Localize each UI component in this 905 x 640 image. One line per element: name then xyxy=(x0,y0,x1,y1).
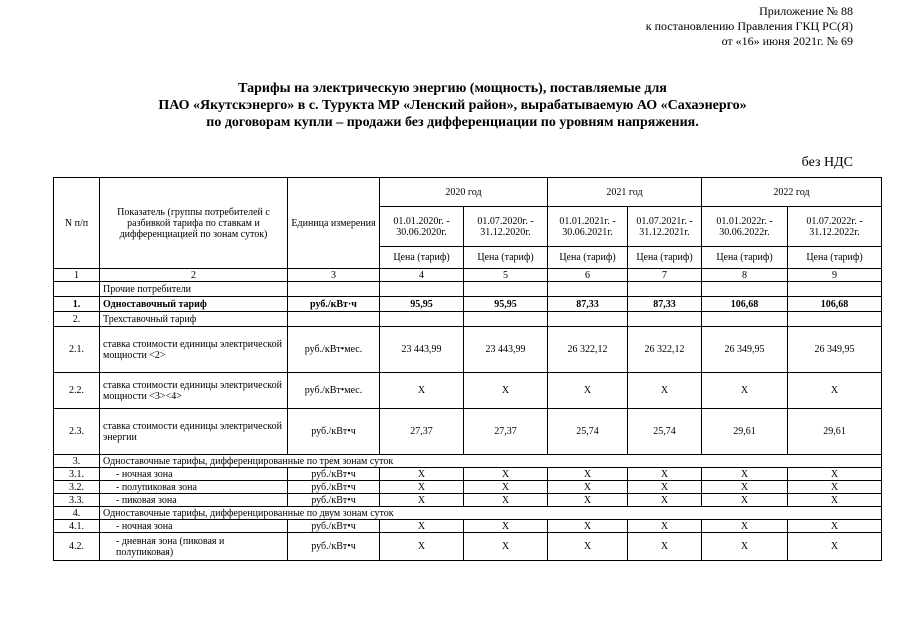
header-price: Цена (тариф) xyxy=(380,247,464,269)
row-value: Х xyxy=(548,494,628,507)
row-value: Х xyxy=(380,373,464,409)
table-row xyxy=(54,468,882,481)
row-name: ставка стоимости единицы электрической мощности <2> xyxy=(100,327,288,373)
row-number: 3.1. xyxy=(54,468,100,481)
row-value: 29,61 xyxy=(702,409,788,455)
row-value: Х xyxy=(380,494,464,507)
header-period: 01.07.2020г. - 31.12.2020г. xyxy=(464,207,548,247)
row-value: Х xyxy=(464,481,548,494)
header-price: Цена (тариф) xyxy=(702,247,788,269)
row-number: 2. xyxy=(54,312,100,327)
appendix-number: Приложение № 88 xyxy=(759,4,853,18)
document-title xyxy=(0,80,905,131)
row-value: Х xyxy=(788,494,882,507)
row-value: Х xyxy=(628,373,702,409)
row-value: Х xyxy=(548,373,628,409)
appendix-resolution: к постановлению Правления ГКЦ РС(Я) xyxy=(645,19,853,33)
row-value: Х xyxy=(548,468,628,481)
row-value: Х xyxy=(788,373,882,409)
table-row xyxy=(54,409,882,455)
row-unit: руб./кВт•ч xyxy=(288,481,380,494)
col-number: 2 xyxy=(100,269,288,282)
header-num: N п/п xyxy=(54,178,100,269)
col-number: 5 xyxy=(464,269,548,282)
row-value: Х xyxy=(702,481,788,494)
row-unit: руб./кВт•мес. xyxy=(288,327,380,373)
row-value: 95,95 xyxy=(380,297,464,312)
row-value: 106,68 xyxy=(702,297,788,312)
row-value: Х xyxy=(788,533,882,561)
row-name: Трехставочный тариф xyxy=(100,312,288,327)
row-value: Х xyxy=(788,468,882,481)
section-label: Прочие потребители xyxy=(100,282,288,297)
row-value: 87,33 xyxy=(548,297,628,312)
table-row xyxy=(54,533,882,561)
table-row xyxy=(54,373,882,409)
tariff-table xyxy=(53,177,882,561)
table-row xyxy=(54,494,882,507)
row-number: 1. xyxy=(54,297,100,312)
col-number: 8 xyxy=(702,269,788,282)
row-value: 27,37 xyxy=(464,409,548,455)
table-row xyxy=(54,327,882,373)
row-value: Х xyxy=(628,533,702,561)
row-name: Одноставочные тарифы, дифференцированные по трем зонам суток xyxy=(100,455,882,468)
row-value: Х xyxy=(702,373,788,409)
row-value: Х xyxy=(548,533,628,561)
table-row xyxy=(54,520,882,533)
vat-note: без НДС xyxy=(801,155,853,170)
row-value: 87,33 xyxy=(628,297,702,312)
row-unit: руб./кВт•мес. xyxy=(288,373,380,409)
title-line-3: по договорам купли – продажи без дифференциации по уровням напряжения. xyxy=(206,115,699,130)
row-number: 2.2. xyxy=(54,373,100,409)
table-row xyxy=(54,312,882,327)
col-number: 6 xyxy=(548,269,628,282)
row-name: - дневная зона (пиковая и полупиковая) xyxy=(100,533,288,561)
header-year-2020: 2020 год xyxy=(380,178,548,207)
row-value: Х xyxy=(628,481,702,494)
row-number: 4.1. xyxy=(54,520,100,533)
row-unit: руб./кВт•ч xyxy=(288,533,380,561)
title-line-1: Тарифы на электрическую энергию (мощность), поставляемые для xyxy=(238,81,667,96)
row-value: Х xyxy=(464,494,548,507)
col-number: 3 xyxy=(288,269,380,282)
title-line-2: ПАО «Якутскэнерго» в с. Турукта МР «Ленский район», вырабатываемую АО «Сахаэнерго» xyxy=(158,98,747,113)
row-number: 4. xyxy=(54,507,100,520)
col-number: 4 xyxy=(380,269,464,282)
row-value: 26 322,12 xyxy=(628,327,702,373)
row-number: 4.2. xyxy=(54,533,100,561)
row-name: - полупиковая зона xyxy=(100,481,288,494)
table-row xyxy=(54,297,882,312)
row-value: Х xyxy=(548,481,628,494)
row-value: Х xyxy=(628,494,702,507)
row-value: 106,68 xyxy=(788,297,882,312)
header-unit: Единица измерения xyxy=(288,178,380,269)
header-period: 01.07.2022г. - 31.12.2022г. xyxy=(788,207,882,247)
row-unit: руб./кВт·ч xyxy=(288,297,380,312)
row-unit: руб./кВт•ч xyxy=(288,520,380,533)
header-price: Цена (тариф) xyxy=(788,247,882,269)
row-name: - пиковая зона xyxy=(100,494,288,507)
row-value: 23 443,99 xyxy=(464,327,548,373)
row-name: Одноставочный тариф xyxy=(100,297,288,312)
row-name: - ночная зона xyxy=(100,520,288,533)
table-row xyxy=(54,481,882,494)
row-value: Х xyxy=(702,533,788,561)
row-value: Х xyxy=(788,520,882,533)
header-year-2021: 2021 год xyxy=(548,178,702,207)
header-period: 01.07.2021г. - 31.12.2021г. xyxy=(628,207,702,247)
row-name: ставка стоимости единицы электрической мощности <3><4> xyxy=(100,373,288,409)
header-price: Цена (тариф) xyxy=(628,247,702,269)
row-value: 26 322,12 xyxy=(548,327,628,373)
row-value: Х xyxy=(464,533,548,561)
row-value: Х xyxy=(380,468,464,481)
row-value: 26 349,95 xyxy=(702,327,788,373)
row-unit: руб./кВт•ч xyxy=(288,494,380,507)
row-value: Х xyxy=(464,468,548,481)
row-number: 2.3. xyxy=(54,409,100,455)
header-period: 01.01.2022г. - 30.06.2022г. xyxy=(702,207,788,247)
col-number: 7 xyxy=(628,269,702,282)
row-unit: руб./кВт•ч xyxy=(288,409,380,455)
row-value: Х xyxy=(702,468,788,481)
row-value: 25,74 xyxy=(628,409,702,455)
row-number: 2.1. xyxy=(54,327,100,373)
row-value: Х xyxy=(464,520,548,533)
header-period: 01.01.2021г. - 30.06.2021г. xyxy=(548,207,628,247)
header-year-2022: 2022 год xyxy=(702,178,882,207)
column-numbers-row xyxy=(54,269,882,282)
row-value: Х xyxy=(702,520,788,533)
col-number: 9 xyxy=(788,269,882,282)
row-value: Х xyxy=(548,520,628,533)
row-unit: руб./кВт•ч xyxy=(288,468,380,481)
row-value: 26 349,95 xyxy=(788,327,882,373)
header-row-years xyxy=(54,178,882,207)
row-value: Х xyxy=(380,481,464,494)
row-value: Х xyxy=(628,468,702,481)
table-row xyxy=(54,455,882,468)
table-row xyxy=(54,507,882,520)
row-number: 3.2. xyxy=(54,481,100,494)
row-value: 29,61 xyxy=(788,409,882,455)
header-period: 01.01.2020г. - 30.06.2020г. xyxy=(380,207,464,247)
appendix-reference xyxy=(646,4,853,49)
header-indicator: Показатель (группы потребителей с разбивкой тарифа по ставкам и дифференциацией по зонам суток) xyxy=(100,178,288,269)
row-name: ставка стоимости единицы электрической энергии xyxy=(100,409,288,455)
row-number: 3. xyxy=(54,455,100,468)
row-name: - ночная зона xyxy=(100,468,288,481)
row-value: Х xyxy=(380,520,464,533)
row-value: 25,74 xyxy=(548,409,628,455)
row-value: Х xyxy=(788,481,882,494)
row-value: 95,95 xyxy=(464,297,548,312)
row-value: Х xyxy=(464,373,548,409)
row-value: 27,37 xyxy=(380,409,464,455)
row-value: Х xyxy=(702,494,788,507)
row-value: Х xyxy=(380,533,464,561)
header-price: Цена (тариф) xyxy=(464,247,548,269)
header-price: Цена (тариф) xyxy=(548,247,628,269)
row-value: 23 443,99 xyxy=(380,327,464,373)
appendix-date: от «16» июня 2021г. № 69 xyxy=(721,34,853,48)
row-name: Одноставочные тарифы, дифференцированные по двум зонам суток xyxy=(100,507,882,520)
section-row-other-consumers xyxy=(54,282,882,297)
col-number: 1 xyxy=(54,269,100,282)
row-value: Х xyxy=(628,520,702,533)
row-number: 3.3. xyxy=(54,494,100,507)
